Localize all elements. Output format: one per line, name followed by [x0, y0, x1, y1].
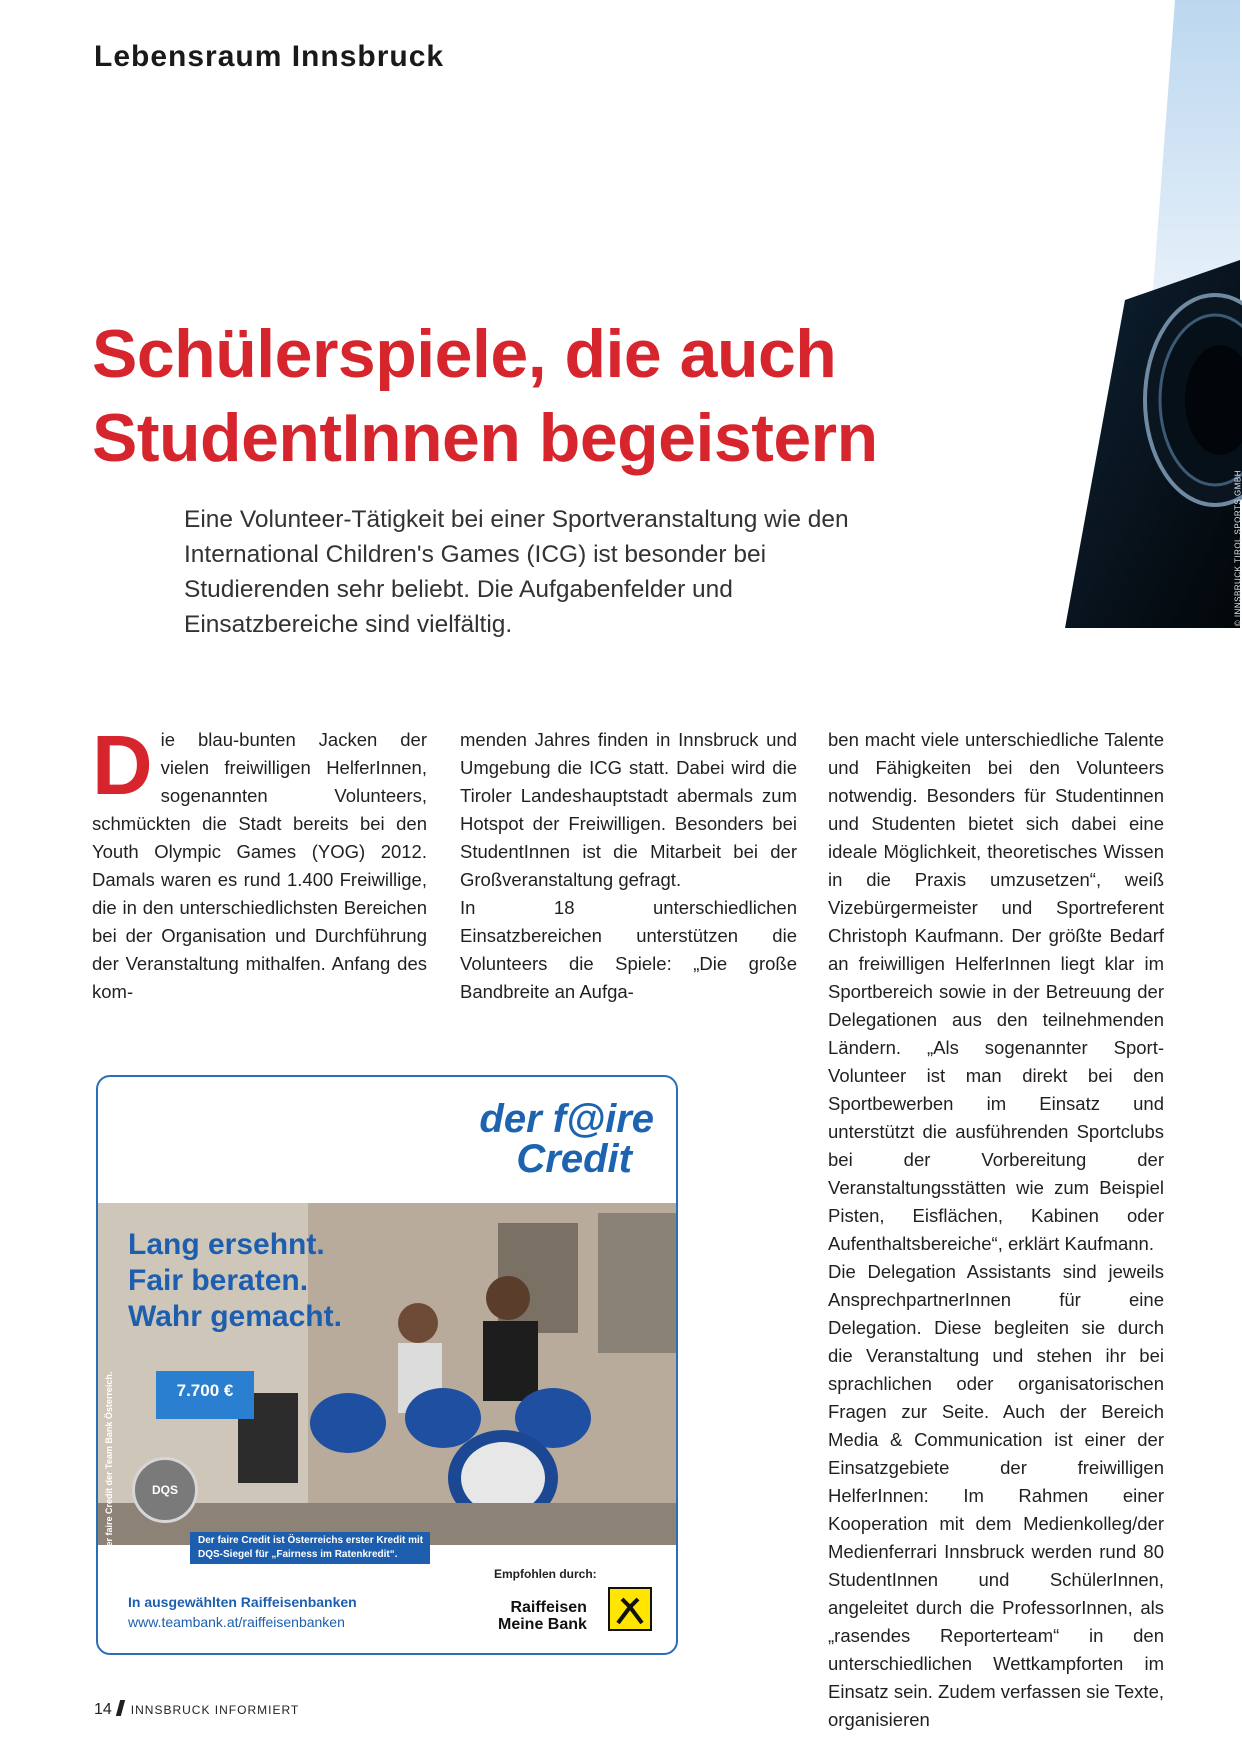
dqs-seal-icon: DQS — [132, 1457, 198, 1523]
ad-slogan-line: Wahr gemacht. — [128, 1300, 342, 1333]
ad-logo-line-2: Credit — [516, 1137, 632, 1181]
ad-link[interactable]: www.teambank.at/raiffeisenbanken — [128, 1614, 345, 1630]
headline-line-1: Schülerspiele, die auch — [92, 316, 837, 392]
article-column-1 — [92, 718, 427, 1006]
ad-slogan-line: Fair beraten. — [128, 1264, 309, 1297]
ad-logo-line-1: der f@ire — [479, 1097, 654, 1141]
ad-slogan-line: Lang ersehnt. — [128, 1228, 325, 1261]
magazine-title: INNSBRUCK INFORMIERT — [130, 1703, 300, 1717]
article-paragraph: menden Jahres finden in Innsbruck und Umgebung die ICG statt. Dabei wird die Tiroler Landeshauptstadt abermals zum Hotspot der Freiwilligen. Besonders bei StudentInnen ist die Mitarbeit bei der Großveranstaltung gefragt. — [460, 729, 797, 890]
bank-line-2: Meine Bank — [498, 1616, 587, 1633]
raiffeisen-logo-icon — [608, 1587, 652, 1631]
ad-logo — [414, 1099, 654, 1179]
intro-text: Eine Volunteer-Tätigkeit bei einer Sportveranstaltung wie den International Children's Games (ICG) ist besonder bei Studierenden sehr beliebt. Die Aufgabenfelder und Einsatzbereiche sind vielfältig. — [184, 506, 849, 638]
ad-footer-line-1: In ausgewählten Raiffeisenbanken — [128, 1594, 357, 1610]
page-number: 14 — [94, 1701, 112, 1718]
page-footer — [94, 1700, 299, 1719]
advertisement[interactable] — [96, 1075, 678, 1655]
drop-cap: D — [92, 718, 153, 812]
article-column-3 — [828, 726, 1164, 1734]
ad-banner-line-2: DQS-Siegel für „Fairness im Ratenkredit“. — [198, 1549, 398, 1560]
raiffeisen-wordmark — [498, 1599, 587, 1633]
ad-side-text: Der faire Credit der Team Bank Österreich. — [104, 1371, 114, 1553]
photo-credit: © INNSBRUCK TIROL SPORTS GMBH — [1233, 470, 1242, 627]
slash-divider-icon — [116, 1700, 125, 1716]
bank-line-1: Raiffeisen — [510, 1599, 587, 1616]
ad-slogan — [128, 1227, 342, 1335]
section-label: Lebensraum Innsbruck — [94, 40, 445, 73]
ad-amount-display: 7.700 € — [156, 1371, 254, 1419]
headline — [92, 312, 992, 480]
article-paragraph: ie blau-bunten Jacken der vielen freiwilligen HelferInnen, sogenannten Volunteers, schmückten die Stadt bereits bei den Youth Olympic Games (YOG) 2012. Damals waren es rund 1.400 Freiwillige, die in den unterschiedlichsten Bereichen bei der Organisation und Durchführung der Veranstaltung mithalfen. Anfang des kom- — [92, 729, 427, 1002]
article-paragraph: ben macht viele unterschiedliche Talente und Fähigkeiten bei den Volunteers notwendig. Besonders für Studentinnen und Studenten bietet sich dabei eine ideale Möglichkeit, theoretisches Wissen in die Praxis umzusetzen“, weiß Vizebürgermeister und Sportreferent Christoph Kaufmann. Der größte Bedarf an freiwilligen HelferInnen liegt klar im Sportbereich sowie in der Betreuung der Delegationen aus den teilnehmenden Ländern. „Als sogenannter Sport-Volunteer ist man direkt bei den Sportbewerben im Einsatz und unterstützt die ausführenden Sportclubs bei der Vorbereitung der Veranstaltungsstätten wie zum Beispiel Pisten, Eisflächen, Kabinen oder Aufenthaltsbereiche“, erklärt Kaufmann. — [828, 729, 1164, 1254]
article-paragraph: Die Delegation Assistants sind jeweils AnsprechpartnerInnen für eine Delegation. Diese begleiten sie durch die Veranstaltung und stehen ihr bei sprachlichen oder organisatorischen Fragen zur Seite. Auch der Bereich Media & Communication ist einer der Einsatzgebiete der freiwilligen HelferInnen: Im Rahmen einer Kooperation mit dem Medienkolleg/der Medienferrari Innsbruck werden rund 80 StudentInnen und SchülerInnen, angeleitet durch die ProfessorInnen, als „rasendes Reporterteam“ in den unterschiedlichen Wettkampforten im Einsatz sein. Zudem verfassen sie Texte, organisieren — [828, 1261, 1164, 1730]
ad-banner-line-1: Der faire Credit ist Österreichs erster Kredit mit — [198, 1535, 424, 1546]
article-column-2 — [460, 726, 797, 1006]
ad-banner — [190, 1532, 430, 1564]
article-paragraph: In 18 unterschiedlichen Einsatzbereichen unterstützen die Volunteers die Spiele: „Die große Bandbreite an Aufga- — [460, 897, 797, 1002]
hero-photo — [1065, 0, 1240, 628]
headline-line-2: StudentInnen begeistern — [92, 400, 878, 476]
ad-footer — [128, 1592, 357, 1632]
ad-recommended-label: Empfohlen durch: — [494, 1567, 597, 1581]
